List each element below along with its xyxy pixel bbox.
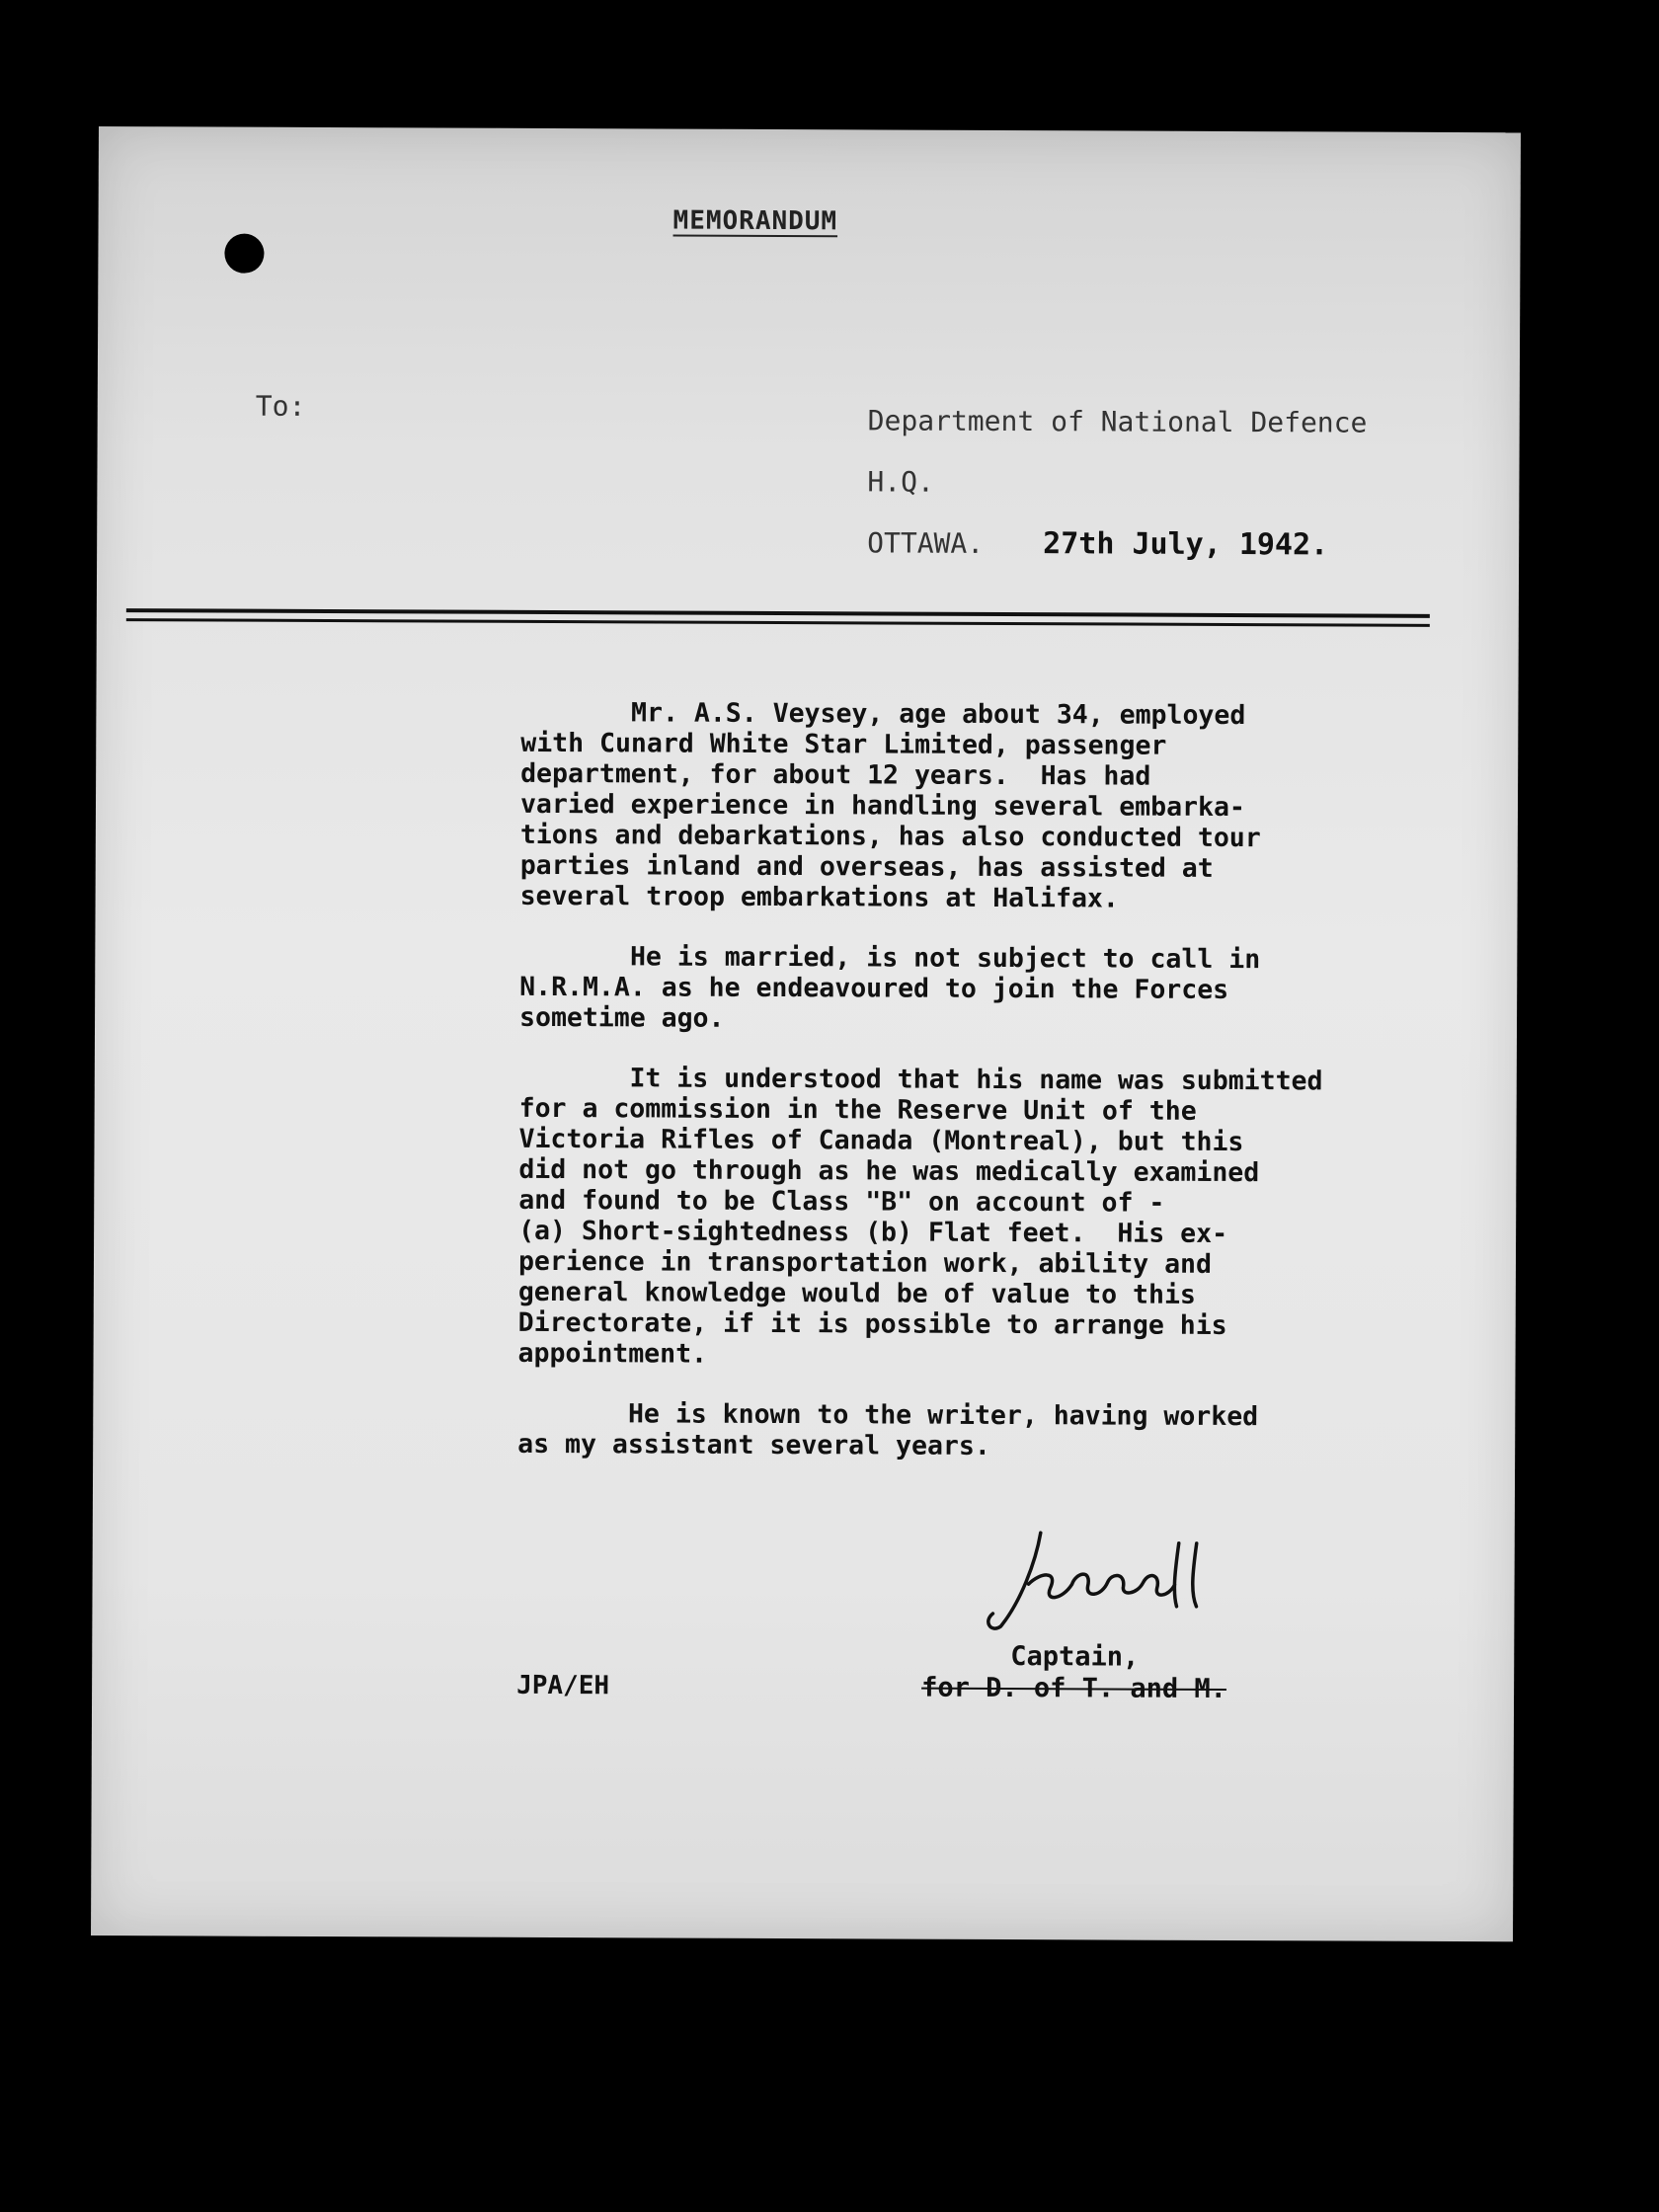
memo-page [91, 126, 1521, 1941]
memo-header [867, 390, 1368, 576]
body-paragraph: Mr. A.S. Veysey, age about 34, employed with Cunard White Star Limited, passenger department, for about 12 years. Has had varied experience in handling several embarka- tions and debarkations, has also conducted tour parties inland and overseas, has assisted at several troop embarkations at Halifax. [519, 696, 1261, 914]
hq-line: H.Q. [867, 465, 934, 499]
divider-rule [126, 608, 1430, 618]
handwritten-signature [981, 1523, 1219, 1642]
body-paragraph: He is married, is not subject to call in N.R.M.A. as he endeavoured to join the Forces sometime ago. [518, 940, 1261, 1034]
to-label: To: [255, 389, 306, 423]
divider-rule [126, 618, 1430, 627]
sign-off [921, 1641, 1226, 1705]
memo-date: 27th July, 1942. [1043, 526, 1329, 563]
memo-body [517, 697, 1429, 1493]
body-paragraph: It is understood that his name was submitted for a commission in the Reserve Unit of the Victoria Rifles of Canada (Montreal), but this did not go through as he was medically examined and found to be Class "B" on account of - (a) Short-sightedness (b) Flat feet. His ex- perience in transportation work, ability and general knowledge would be of value to this Directorate, if it is possible to arrange his appointment. [517, 1062, 1323, 1370]
body-paragraph: He is known to the writer, having worked as my assistant several years. [517, 1397, 1259, 1462]
department-name: Department of National Defence [867, 404, 1368, 439]
signatory-rank: Captain, [1010, 1641, 1140, 1673]
memo-title: MEMORANDUM [672, 205, 838, 237]
reference-initials: JPA/EH [516, 1670, 610, 1701]
struck-title-line: for D. of T. and M. [921, 1672, 1227, 1704]
punch-hole [224, 234, 264, 274]
city: OTTAWA. [867, 526, 985, 560]
city-date-line [867, 513, 1367, 576]
